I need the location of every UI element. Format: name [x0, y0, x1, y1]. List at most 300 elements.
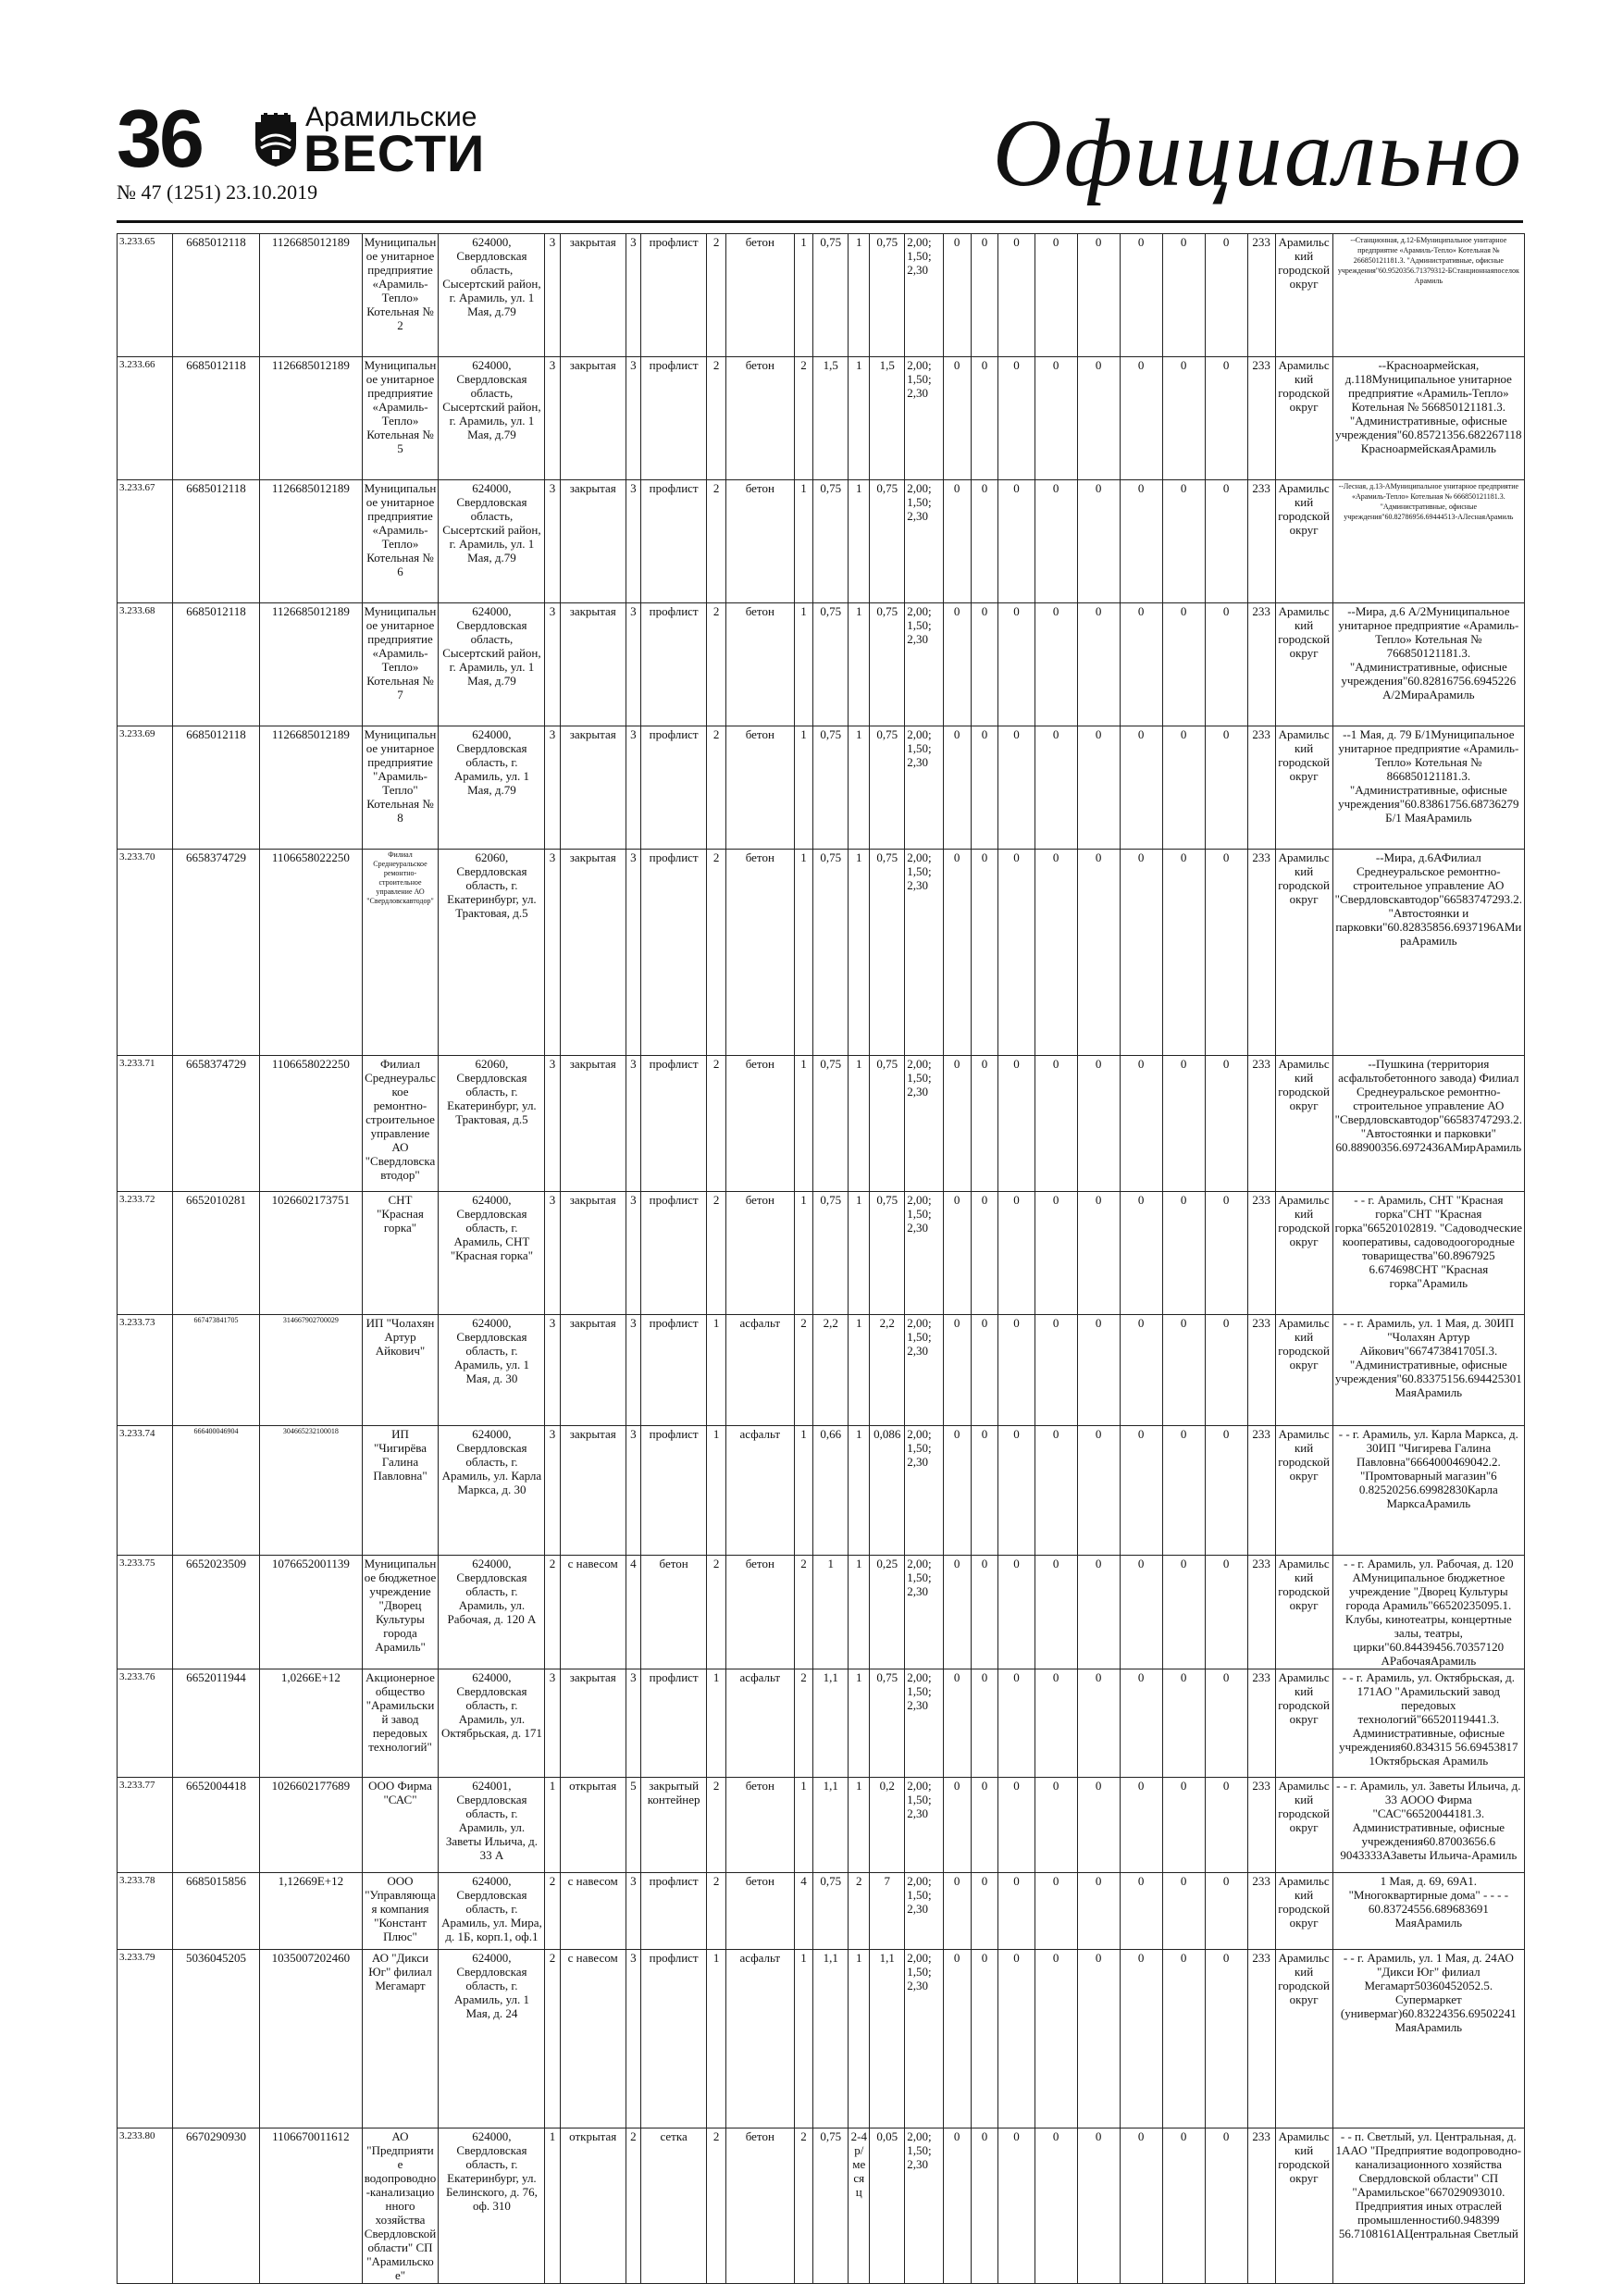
waste-volume: 0,75	[870, 850, 905, 1056]
container-count: 1	[794, 480, 813, 603]
ogrn-cell: 1026602177689	[260, 1778, 362, 1873]
surface-material: бетон	[726, 726, 795, 850]
value-cell: 0	[1205, 1873, 1247, 1950]
fence-material: профлист	[640, 234, 706, 357]
ogrn-cell: 1126685012189	[260, 603, 362, 726]
table-row	[118, 1315, 1525, 1426]
territory-code: 233	[1247, 1556, 1275, 1669]
territory-code: 233	[1247, 726, 1275, 850]
value-cell: 0	[1205, 357, 1247, 480]
value-cell: 0	[998, 1556, 1035, 1669]
dimensions: 2,00; 1,50; 2,30	[905, 850, 943, 1056]
cover-type: закрытая	[560, 1192, 626, 1315]
value-cell: 0	[1162, 234, 1205, 357]
value-cell: 0	[971, 480, 998, 603]
logo-title: ВЕСТИ	[304, 124, 486, 182]
value-cell: 0	[1077, 603, 1120, 726]
row-number: 3.233.72	[118, 1192, 173, 1315]
ogrn-cell: 1106658022250	[260, 850, 362, 1056]
district-name: Арамильский городской округ	[1275, 1669, 1332, 1778]
row-number: 3.233.70	[118, 850, 173, 1056]
surface-code: 2	[707, 1873, 726, 1950]
territory-code: 233	[1247, 1315, 1275, 1426]
surface-material: бетон	[726, 1056, 795, 1192]
waste-volume: 0,75	[870, 234, 905, 357]
district-name: Арамильский городской округ	[1275, 603, 1332, 726]
fence-material: профлист	[640, 1873, 706, 1950]
surface-material: бетон	[726, 234, 795, 357]
cover-type: закрытая	[560, 603, 626, 726]
cover-type-code: 2	[545, 1873, 560, 1950]
source-address: - - г. Арамиль, ул. 1 Мая, д. 30ИП "Чолахян Артур Айкович"667473841705I.3. "Административные, офисные учреждения"60.83375156.694425301 МаяАрамиль	[1332, 1315, 1524, 1426]
value-cell: 0	[971, 1669, 998, 1778]
surface-code: 2	[707, 1556, 726, 1669]
table-row	[118, 1669, 1525, 1778]
cover-type-code: 2	[545, 1556, 560, 1669]
table-row	[118, 850, 1525, 1056]
value-cell: 0	[1035, 1192, 1077, 1315]
fence-code: 3	[626, 1950, 640, 2128]
fence-code: 3	[626, 1315, 640, 1426]
surface-code: 1	[707, 1950, 726, 2128]
value-cell: 0	[1077, 1873, 1120, 1950]
value-cell: 0	[943, 1192, 971, 1315]
owner-name: ИП "Чигирёва Галина Павловна"	[362, 1426, 439, 1556]
fence-code: 3	[626, 603, 640, 726]
value-cell: 0	[971, 1556, 998, 1669]
value-cell: 0	[1120, 850, 1162, 1056]
territory-code: 233	[1247, 1426, 1275, 1556]
container-volume: 0,75	[813, 480, 849, 603]
value-cell: 0	[1120, 1056, 1162, 1192]
value-cell: 0	[943, 1950, 971, 2128]
cover-type: закрытая	[560, 850, 626, 1056]
territory-code: 233	[1247, 850, 1275, 1056]
table-row	[118, 1426, 1525, 1556]
owner-address: 624000, Свердловская область, г. Екатеринбург, ул. Белинского, д. 76, оф. 310	[439, 2128, 545, 2284]
row-number: 3.233.79	[118, 1950, 173, 2128]
ogrn-cell: 314667902700029	[260, 1315, 362, 1426]
value-cell: 0	[943, 1778, 971, 1873]
waste-volume: 0,75	[870, 1056, 905, 1192]
territory-code: 233	[1247, 2128, 1275, 2284]
page-number: 36	[117, 93, 202, 184]
district-name: Арамильский городской округ	[1275, 1315, 1332, 1426]
waste-volume: 0,75	[870, 603, 905, 726]
owner-address: 624000, Свердловская область, г. Арамиль, ул. 1 Мая, д. 30	[439, 1315, 545, 1426]
ogrn-cell: 1026602173751	[260, 1192, 362, 1315]
ogrn-cell: 1126685012189	[260, 234, 362, 357]
waste-volume: 1,1	[870, 1950, 905, 2128]
pickup-frequency: 1	[849, 1556, 870, 1669]
value-cell: 0	[998, 357, 1035, 480]
inn-cell: 6685015856	[172, 1873, 259, 1950]
row-number: 3.233.75	[118, 1556, 173, 1669]
value-cell: 0	[1077, 357, 1120, 480]
value-cell: 0	[1162, 603, 1205, 726]
cover-type: закрытая	[560, 1426, 626, 1556]
dimensions: 2,00; 1,50; 2,30	[905, 1426, 943, 1556]
cover-type: с навесом	[560, 1556, 626, 1669]
inn-cell: 5036045205	[172, 1950, 259, 2128]
owner-address: 624000, Свердловская область, г. Арамиль, ул. 1 Мая, д. 24	[439, 1950, 545, 2128]
surface-material: бетон	[726, 1556, 795, 1669]
owner-address: 624000, Свердловская область, г. Арамиль, ул. Рабочая, д. 120 А	[439, 1556, 545, 1669]
container-volume: 0,75	[813, 1873, 849, 1950]
district-name: Арамильский городской округ	[1275, 1056, 1332, 1192]
pickup-frequency: 1	[849, 1778, 870, 1873]
source-address: - - г. Арамиль, ул. Карла Маркса, д. 30ИП "Чигирева Галина Павловна"6664000469042.2. "Промтоварный магазин"6 0.82520256.69982830Карла МарксаАрамиль	[1332, 1426, 1524, 1556]
value-cell: 0	[943, 234, 971, 357]
source-address: --1 Мая, д. 79 Б/1Муниципальное унитарное предприятие «Арамиль-Тепло» Котельная № 866850121181.3. "Административные, офисные учреждения"60.83861756.68736279 Б/1 МаяАрамиль	[1332, 726, 1524, 850]
owner-address: 624000, Свердловская область, Сысертский район, г. Арамиль, ул. 1 Мая, д.79	[439, 603, 545, 726]
territory-code: 233	[1247, 1950, 1275, 2128]
value-cell: 0	[1035, 234, 1077, 357]
container-volume: 0,66	[813, 1426, 849, 1556]
value-cell: 0	[998, 1778, 1035, 1873]
fence-material: сетка	[640, 2128, 706, 2284]
surface-material: асфальт	[726, 1950, 795, 2128]
value-cell: 0	[1120, 1950, 1162, 2128]
container-count: 1	[794, 850, 813, 1056]
ogrn-cell: 1035007202460	[260, 1950, 362, 2128]
table-row	[118, 1192, 1525, 1315]
value-cell: 0	[943, 357, 971, 480]
surface-code: 2	[707, 603, 726, 726]
value-cell: 0	[1077, 1315, 1120, 1426]
fence-code: 3	[626, 1426, 640, 1556]
surface-code: 2	[707, 1778, 726, 1873]
ogrn-cell: 1,0266E+12	[260, 1669, 362, 1778]
cover-type: открытая	[560, 2128, 626, 2284]
ogrn-cell: 1076652001139	[260, 1556, 362, 1669]
dimensions: 2,00; 1,50; 2,30	[905, 1556, 943, 1669]
owner-address: 624000, Свердловская область, г. Арамиль, ул. Мира, д. 1Б, корп.1, оф.1	[439, 1873, 545, 1950]
value-cell: 0	[1205, 1669, 1247, 1778]
surface-material: асфальт	[726, 1315, 795, 1426]
row-number: 3.233.67	[118, 480, 173, 603]
inn-cell: 666400046904	[172, 1426, 259, 1556]
container-count: 2	[794, 2128, 813, 2284]
table-row	[118, 1056, 1525, 1192]
container-count: 4	[794, 1873, 813, 1950]
value-cell: 0	[1077, 1426, 1120, 1556]
fence-code: 3	[626, 850, 640, 1056]
container-volume: 0,75	[813, 234, 849, 357]
value-cell: 0	[1205, 603, 1247, 726]
cover-type-code: 3	[545, 1315, 560, 1426]
row-number: 3.233.73	[118, 1315, 173, 1426]
owner-address: 624000, Свердловская область, Сысертский район, г. Арамиль, ул. 1 Мая, д.79	[439, 480, 545, 603]
value-cell: 0	[1077, 1778, 1120, 1873]
cover-type-code: 3	[545, 357, 560, 480]
container-count: 1	[794, 1950, 813, 2128]
fence-code: 3	[626, 1056, 640, 1192]
ogrn-cell: 304665232100018	[260, 1426, 362, 1556]
source-address: - - г. Арамиль, ул. 1 Мая, д. 24АО "Дикси Юг" филиал Мегамарт50360452052.5. Супермаркет (универмаг)60.83224356.69502241 МаяАрамиль	[1332, 1950, 1524, 2128]
value-cell: 0	[998, 1056, 1035, 1192]
dimensions: 2,00; 1,50; 2,30	[905, 1950, 943, 2128]
inn-cell: 6658374729	[172, 850, 259, 1056]
cover-type-code: 3	[545, 1669, 560, 1778]
value-cell: 0	[1035, 1315, 1077, 1426]
value-cell: 0	[1120, 1192, 1162, 1315]
surface-code: 1	[707, 1315, 726, 1426]
value-cell: 0	[1205, 1556, 1247, 1669]
container-volume: 0,75	[813, 850, 849, 1056]
waste-volume: 0,05	[870, 2128, 905, 2284]
owner-name: Муниципальное бюджетное учреждение "Дворец Культуры города Арамиль"	[362, 1556, 439, 1669]
source-address: 1 Мая, д. 69, 69А1. "Многоквартирные дома" - - - - 60.83724556.689683691 МаяАрамиль	[1332, 1873, 1524, 1950]
table-row	[118, 1778, 1525, 1873]
source-address: - - г. Арамиль, СНТ "Красная горка"СНТ "Красная горка"66520102819. "Садоводческие кооперативы, садоводоогородные товарищества"60.8967925 6.674698СНТ "Красная горка"Арамиль	[1332, 1192, 1524, 1315]
value-cell: 0	[971, 1950, 998, 2128]
value-cell: 0	[943, 1426, 971, 1556]
value-cell: 0	[1035, 1669, 1077, 1778]
dimensions: 2,00; 1,50; 2,30	[905, 357, 943, 480]
district-name: Арамильский городской округ	[1275, 1778, 1332, 1873]
value-cell: 0	[1120, 1426, 1162, 1556]
district-name: Арамильский городской округ	[1275, 1426, 1332, 1556]
owner-name: Муниципальное унитарное предприятие «Арамиль-Тепло» Котельная № 7	[362, 603, 439, 726]
value-cell: 0	[1205, 2128, 1247, 2284]
territory-code: 233	[1247, 603, 1275, 726]
cover-type: закрытая	[560, 1315, 626, 1426]
surface-code: 2	[707, 726, 726, 850]
dimensions: 2,00; 1,50; 2,30	[905, 1778, 943, 1873]
district-name: Арамильский городской округ	[1275, 1950, 1332, 2128]
cover-type-code: 3	[545, 480, 560, 603]
row-number: 3.233.74	[118, 1426, 173, 1556]
cover-type-code: 3	[545, 1056, 560, 1192]
fence-material: профлист	[640, 1426, 706, 1556]
value-cell: 0	[971, 1426, 998, 1556]
inn-cell: 667473841705	[172, 1315, 259, 1426]
section-title: Официально	[992, 100, 1523, 206]
value-cell: 0	[1162, 1556, 1205, 1669]
owner-address: 62060, Свердловская область, г. Екатеринбург, ул. Трактовая, д.5	[439, 1056, 545, 1192]
container-volume: 1,1	[813, 1778, 849, 1873]
value-cell: 0	[971, 850, 998, 1056]
source-address: --Пушкина (территория асфальтобетонного завода) Филиал Среднеуральское ремонтно-строительное управление АО "Свердловскавтодор"66583747293.2. "Автостоянки и парковки" 60.88900356.6972436АМирАрамиль	[1332, 1056, 1524, 1192]
surface-code: 2	[707, 2128, 726, 2284]
owner-name: ООО Фирма "САС"	[362, 1778, 439, 1873]
dimensions: 2,00; 1,50; 2,30	[905, 1669, 943, 1778]
cover-type-code: 3	[545, 603, 560, 726]
value-cell: 0	[1162, 1950, 1205, 2128]
table-row	[118, 1873, 1525, 1950]
dimensions: 2,00; 1,50; 2,30	[905, 726, 943, 850]
inn-cell: 6670290930	[172, 2128, 259, 2284]
value-cell: 0	[1205, 1315, 1247, 1426]
value-cell: 0	[1162, 726, 1205, 850]
source-address: - - г. Арамиль, ул. Октябрьская, д. 171АО "Арамильский завод передовых технологий"66520119441.3. Административные, офисные учреждения60.834315 56.69453817 1Октябрьская Арамиль	[1332, 1669, 1524, 1778]
fence-material: профлист	[640, 726, 706, 850]
waste-volume: 0,086	[870, 1426, 905, 1556]
owner-name: Муниципальное унитарное предприятие "Арамиль-Тепло" Котельная № 8	[362, 726, 439, 850]
surface-material: бетон	[726, 603, 795, 726]
dimensions: 2,00; 1,50; 2,30	[905, 1056, 943, 1192]
dimensions: 2,00; 1,50; 2,30	[905, 1192, 943, 1315]
cover-type-code: 3	[545, 234, 560, 357]
surface-material: бетон	[726, 2128, 795, 2284]
value-cell: 0	[1120, 357, 1162, 480]
pickup-frequency: 2	[849, 1873, 870, 1950]
value-cell: 0	[943, 1056, 971, 1192]
row-number: 3.233.80	[118, 2128, 173, 2284]
cover-type: закрытая	[560, 1056, 626, 1192]
fence-code: 5	[626, 1778, 640, 1873]
surface-material: бетон	[726, 357, 795, 480]
table-row	[118, 726, 1525, 850]
value-cell: 0	[943, 480, 971, 603]
territory-code: 233	[1247, 480, 1275, 603]
surface-code: 1	[707, 1669, 726, 1778]
value-cell: 0	[998, 480, 1035, 603]
value-cell: 0	[971, 603, 998, 726]
pickup-frequency: 1	[849, 1426, 870, 1556]
value-cell: 0	[943, 726, 971, 850]
territory-code: 233	[1247, 1669, 1275, 1778]
value-cell: 0	[971, 1873, 998, 1950]
owner-address: 624000, Свердловская область, г. Арамиль, СНТ "Красная горка"	[439, 1192, 545, 1315]
fence-code: 3	[626, 234, 640, 357]
dimensions: 2,00; 1,50; 2,30	[905, 603, 943, 726]
container-count: 2	[794, 1315, 813, 1426]
value-cell: 0	[998, 2128, 1035, 2284]
container-count: 1	[794, 1192, 813, 1315]
row-number: 3.233.78	[118, 1873, 173, 1950]
row-number: 3.233.68	[118, 603, 173, 726]
value-cell: 0	[1162, 1192, 1205, 1315]
value-cell: 0	[971, 1192, 998, 1315]
owner-name: Муниципальное унитарное предприятие «Арамиль-Тепло» Котельная № 5	[362, 357, 439, 480]
table-row	[118, 357, 1525, 480]
value-cell: 0	[943, 2128, 971, 2284]
value-cell: 0	[1205, 850, 1247, 1056]
value-cell: 0	[943, 1873, 971, 1950]
inn-cell: 6658374729	[172, 1056, 259, 1192]
cover-type-code: 1	[545, 1778, 560, 1873]
waste-volume: 7	[870, 1873, 905, 1950]
value-cell: 0	[1077, 1669, 1120, 1778]
surface-code: 2	[707, 357, 726, 480]
district-name: Арамильский городской округ	[1275, 480, 1332, 603]
district-name: Арамильский городской округ	[1275, 726, 1332, 850]
value-cell: 0	[943, 1315, 971, 1426]
source-address: --Мира, д.6АФилиал Среднеуральское ремонтно-строительное управление АО "Свердловскавтодор"66583747293.2. "Автостоянки и парковки"60.82835856.6937196АМираАрамиль	[1332, 850, 1524, 1056]
cover-type: закрытая	[560, 357, 626, 480]
cover-type: закрытая	[560, 480, 626, 603]
pickup-frequency: 1	[849, 480, 870, 603]
value-cell: 0	[1035, 2128, 1077, 2284]
district-name: Арамильский городской округ	[1275, 234, 1332, 357]
value-cell: 0	[1162, 1315, 1205, 1426]
pickup-frequency: 1	[849, 357, 870, 480]
waste-volume: 0,75	[870, 1192, 905, 1315]
waste-volume: 1,5	[870, 357, 905, 480]
fence-code: 3	[626, 1192, 640, 1315]
value-cell: 0	[1162, 2128, 1205, 2284]
value-cell: 0	[1162, 850, 1205, 1056]
ogrn-cell: 1106670011612	[260, 2128, 362, 2284]
row-number: 3.233.65	[118, 234, 173, 357]
value-cell: 0	[1035, 480, 1077, 603]
value-cell: 0	[1162, 1873, 1205, 1950]
container-count: 2	[794, 1669, 813, 1778]
value-cell: 0	[1077, 2128, 1120, 2284]
value-cell: 0	[1120, 1556, 1162, 1669]
value-cell: 0	[1162, 357, 1205, 480]
surface-material: бетон	[726, 480, 795, 603]
dimensions: 2,00; 1,50; 2,30	[905, 2128, 943, 2284]
table-row	[118, 603, 1525, 726]
waste-volume: 0,25	[870, 1556, 905, 1669]
dimensions: 2,00; 1,50; 2,30	[905, 1873, 943, 1950]
value-cell: 0	[998, 1950, 1035, 2128]
fence-material: закрытый контейнер	[640, 1778, 706, 1873]
pickup-frequency: 1	[849, 1056, 870, 1192]
cover-type-code: 3	[545, 726, 560, 850]
waste-volume: 2,2	[870, 1315, 905, 1426]
ogrn-cell: 1106658022250	[260, 1056, 362, 1192]
territory-code: 233	[1247, 1778, 1275, 1873]
cover-type-code: 3	[545, 850, 560, 1056]
value-cell: 0	[1120, 1315, 1162, 1426]
surface-material: бетон	[726, 1873, 795, 1950]
surface-material: асфальт	[726, 1669, 795, 1778]
registry-table	[117, 233, 1525, 2284]
value-cell: 0	[1077, 850, 1120, 1056]
value-cell: 0	[1035, 603, 1077, 726]
table-row	[118, 480, 1525, 603]
value-cell: 0	[1035, 850, 1077, 1056]
inn-cell: 6652011944	[172, 1669, 259, 1778]
dimensions: 2,00; 1,50; 2,30	[905, 234, 943, 357]
value-cell: 0	[971, 234, 998, 357]
owner-name: ООО "Управляющая компания "Констант Плюс"	[362, 1873, 439, 1950]
owner-name: Муниципальное унитарное предприятие «Арамиль-Тепло» Котельная № 2	[362, 234, 439, 357]
value-cell: 0	[943, 850, 971, 1056]
waste-volume: 0,75	[870, 1669, 905, 1778]
value-cell: 0	[1077, 1192, 1120, 1315]
value-cell: 0	[1120, 726, 1162, 850]
waste-volume: 0,75	[870, 480, 905, 603]
fence-material: бетон	[640, 1556, 706, 1669]
value-cell: 0	[971, 1778, 998, 1873]
fence-material: профлист	[640, 1669, 706, 1778]
owner-name: СНТ "Красная горка"	[362, 1192, 439, 1315]
value-cell: 0	[971, 1056, 998, 1192]
source-address: - - г. Арамиль, ул. Рабочая, д. 120 АМуниципальное бюджетное учреждение "Дворец Культуры города Арамиль"66520235095.1. Клубы, кинотеатры, концертные залы, театры, цирки"60.84439456.70357120 АРабочаяАрамиль	[1332, 1556, 1524, 1669]
container-count: 1	[794, 234, 813, 357]
container-count: 2	[794, 357, 813, 480]
ogrn-cell: 1126685012189	[260, 357, 362, 480]
value-cell: 0	[1120, 2128, 1162, 2284]
pickup-frequency: 1	[849, 603, 870, 726]
source-address: --Красноармейская, д.118Муниципальное унитарное предприятие «Арамиль-Тепло» Котельная № 566850121181.3. "Административные, офисные учреждения"60.85721356.682267118КрасноармейскаяАрамиль	[1332, 357, 1524, 480]
value-cell: 0	[998, 234, 1035, 357]
value-cell: 0	[971, 357, 998, 480]
territory-code: 233	[1247, 1192, 1275, 1315]
value-cell: 0	[1120, 234, 1162, 357]
ogrn-cell: 1126685012189	[260, 480, 362, 603]
coat-of-arms-icon	[252, 113, 300, 168]
value-cell: 0	[998, 726, 1035, 850]
value-cell: 0	[1120, 1669, 1162, 1778]
pickup-frequency: 1	[849, 726, 870, 850]
dimensions: 2,00; 1,50; 2,30	[905, 1315, 943, 1426]
